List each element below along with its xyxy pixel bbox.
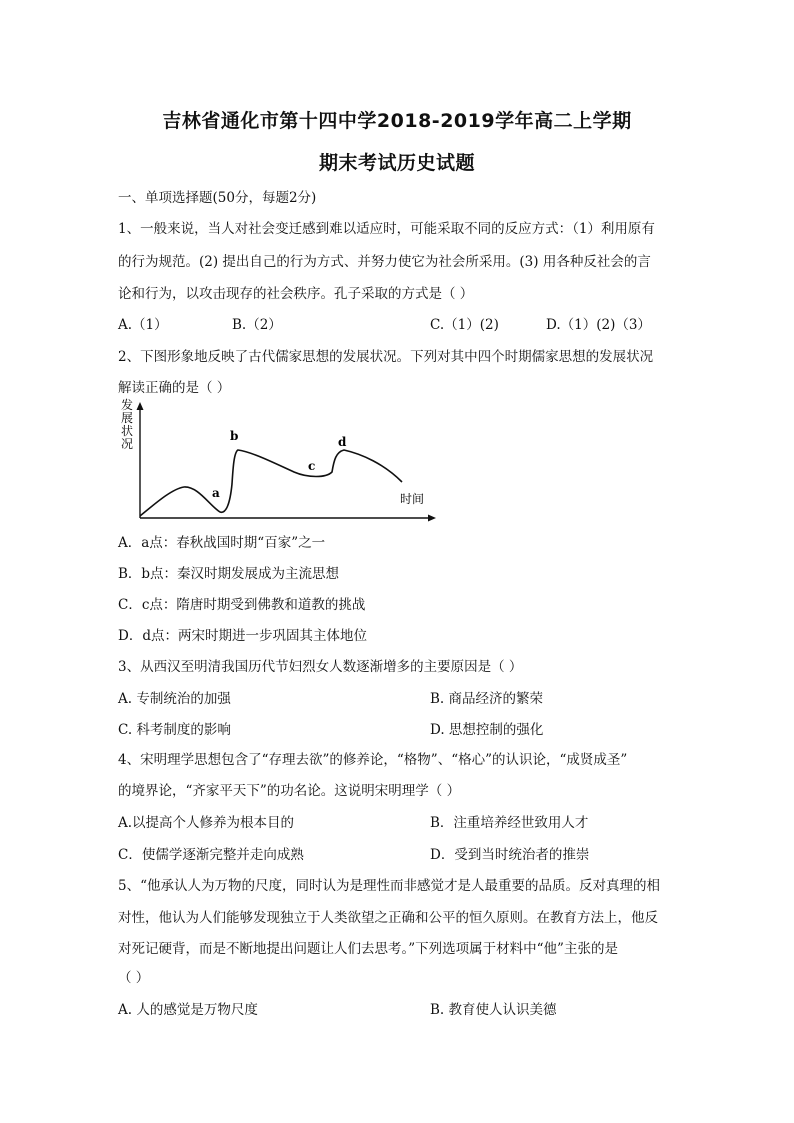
question-5-line-3: 对死记硬背，而是不断地提出问题让人们去思考。”下列选项属于材料中“他”主张的是 — [118, 941, 618, 957]
question-1-line-3: 论和行为，以攻击现存的社会秩序。孔子采取的方式是（ ） — [118, 286, 474, 302]
q4-option-a: A.以提高个人修养为根本目的 — [118, 815, 295, 831]
q2-option-d: D．d点：两宋时期进一步巩固其主体地位 — [118, 628, 367, 644]
question-5-line-1: 5、“他承认人为万物的尺度，同时认为是理性而非感觉才是人最重要的品质。反对真理的相 — [118, 878, 660, 894]
question-1-line-2: 的行为规范。(2) 提出自己的行为方式、并努力使它为社会所采用。(3) 用各种反社会的言 — [118, 254, 651, 270]
q1-option-d: D.（1）(2)（3） — [546, 317, 651, 333]
question-2-line-1: 2、下图形象地反映了古代儒家思想的发展状况。下列对其中四个时期儒家思想的发展状况 — [118, 349, 654, 365]
q2-option-a: A．a点：春秋战国时期“百家”之一 — [118, 535, 326, 551]
question-4-line-2: 的境界论，“齐家平天下”的功名论。这说明宋明理学（ ） — [118, 783, 461, 799]
point-label-c: c — [308, 459, 316, 473]
question-3-line-1: 3、从西汉至明清我国历代节妇烈女人数逐渐增多的主要原因是（ ） — [118, 659, 523, 675]
section-heading: 一、单项选择题(50分，每题2分) — [118, 190, 317, 206]
confucianism-development-figure — [112, 394, 442, 526]
title-line-2: 期末考试历史试题 — [318, 152, 475, 174]
q5-option-a: A. 人的感觉是万物尺度 — [118, 1002, 258, 1018]
question-5-line-2: 对性，他认为人们能够发现独立于人类欲望之正确和公平的恒久原则。在教育方法上，他反 — [118, 910, 658, 926]
y-label-char-3: 状 — [121, 424, 134, 438]
point-label-a: a — [212, 486, 220, 500]
point-label-b: b — [230, 429, 239, 443]
title-line-1: 吉林省通化市第十四中学2018-2019学年高二上学期 — [162, 110, 632, 132]
q5-option-b: B. 教育使人认识美德 — [430, 1002, 557, 1018]
q3-option-b: B. 商品经济的繁荣 — [430, 691, 544, 707]
point-label-d: d — [338, 435, 347, 449]
q3-option-a: A. 专制统治的加强 — [118, 691, 231, 707]
q3-option-d: D. 思想控制的强化 — [430, 722, 544, 738]
x-axis-arrow-icon — [428, 515, 436, 522]
q1-option-a: A.（1） — [118, 317, 168, 333]
y-label-char-2: 展 — [121, 411, 134, 425]
question-5-line-4: （ ） — [118, 970, 150, 986]
q4-option-c: C．使儒学逐渐完整并走向成熟 — [118, 847, 304, 863]
q1-option-b: B.（2） — [232, 317, 282, 333]
q4-option-d: D．受到当时统治者的推崇 — [430, 847, 590, 863]
q1-option-c: C.（1）(2) — [430, 317, 499, 333]
development-curve — [140, 450, 402, 516]
x-label: 时间 — [400, 492, 425, 506]
question-2-line-2: 解读正确的是（ ） — [118, 380, 231, 396]
q2-option-c: C．c点：隋唐时期受到佛教和道教的挑战 — [118, 597, 366, 613]
y-axis-arrow-icon — [137, 402, 144, 410]
question-1-line-1: 1、一般来说，当人对社会变迁感到难以适应时，可能采取不同的反应方式：（1）利用原有 — [118, 221, 655, 237]
question-4-line-1: 4、宋明理学思想包含了“存理去欲”的修养论，“格物”、“格心”的认识论，“成贤成圣” — [118, 752, 628, 768]
q2-option-b: B．b点：秦汉时期发展成为主流思想 — [118, 566, 340, 582]
q4-option-b: B．注重培养经世致用人才 — [430, 815, 589, 831]
q3-option-c: C. 科考制度的影响 — [118, 722, 231, 738]
y-label-char-1: 发 — [121, 398, 134, 412]
y-label-char-4: 况 — [121, 437, 134, 451]
